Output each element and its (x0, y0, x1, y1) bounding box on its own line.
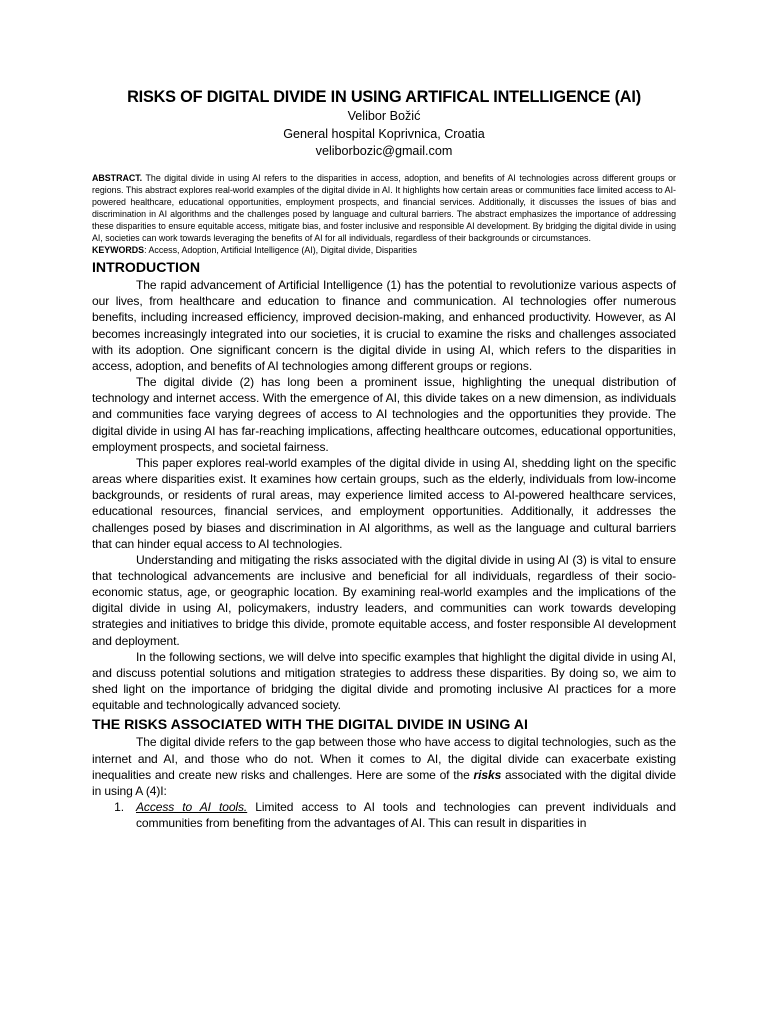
intro-paragraph: The digital divide (2) has long been a prominent issue, highlighting the unequal distribution of technology and internet access. With the emergence of AI, this divide takes on a new dimension, as individuals and communities face varying degrees of access to AI technologies and the opportunities they provide. The digital divide in using AI has far-reaching implications, affecting healthcare outcomes, educational opportunities, employment prospects, and societal fairness. (92, 375, 676, 454)
abstract-label: ABSTRACT. (92, 172, 143, 183)
keywords (92, 244, 676, 256)
paper-page (92, 86, 676, 831)
risks-list (92, 799, 676, 831)
intro-paragraph: In the following sections, we will delve into specific examples that highlight the digital divide in using AI, and discuss potential solutions and mitigation strategies to address these disparities. By doing so, we aim to shed light on the importance of bridging the digital divide and promoting inclusive AI practices for a more equitable and technologically advanced society. (92, 649, 676, 713)
risks-intro-before: The digital divide refers to the gap between those who have access to digital technologies, such as the internet and AI, and those who do not. When it comes to AI, the digital divide can exacerbate existing inequalities and create new risks and challenges. Here are some of the (92, 735, 676, 782)
author-name: Velibor Božić (347, 109, 421, 123)
list-item-title: Access to AI tools. (136, 800, 248, 814)
abstract (92, 172, 676, 245)
risks-intro-emphasis: risks (473, 767, 502, 782)
list-item-number: 1. (114, 800, 124, 814)
keywords-label: KEYWORDS (92, 245, 145, 256)
keywords-text: : Access, Adoption, Artificial Intelligence (AI), Digital divide, Disparities (144, 245, 417, 256)
list-item-text (136, 799, 676, 831)
introduction-heading: INTRODUCTION (92, 259, 201, 276)
author-email: veliborbozic@gmail.com (315, 144, 453, 158)
risks-intro-paragraph (92, 734, 676, 799)
list-item (92, 799, 676, 831)
intro-paragraph: Understanding and mitigating the risks associated with the digital divide in using AI (3) is vital to ensure that technological advancements are inclusive and beneficial for all individuals, regardless of their socio-economic status, age, or geographic location. By examining real-world examples and the implications of the digital divide in using AI, policymakers, industry leaders, and communities can work towards developing strategies and initiatives to bridge this divide, promote equitable access, and foster responsible AI development and deployment. (92, 552, 676, 648)
author-affiliation: General hospital Koprivnica, Croatia (283, 126, 485, 141)
abstract-text: The digital divide in using AI refers to the disparities in access, adoption, and benefits of AI technologies across different groups or regions. This abstract explores real-world examples of the digital divide in AI. It highlights how certain areas or communities face limited access to AI-powered healthcare, educational opportunities, employment prospects, and financial services. Additionally, it discusses the issues of bias and discrimination in AI algorithms and the challenges posed by language and cultural barriers. The abstract emphasizes the importance of addressing these disparities to ensure equitable access, mitigate bias, and foster inclusive and responsible AI development. By bridging the digital divide in using AI, societies can work towards leveraging the benefits of AI for all individuals, regardless of their backgrounds or circumstances. (92, 172, 676, 243)
risks-heading: THE RISKS ASSOCIATED WITH THE DIGITAL DIVIDE IN USING AI (92, 716, 528, 733)
paper-title: RISKS OF DIGITAL DIVIDE IN USING ARTIFICAL INTELLIGENCE (AI) (127, 88, 641, 106)
risks-intro-after: associated with the digital divide in using A (4)I: (92, 767, 677, 798)
list-item-body: Limited access to AI tools and technologies can prevent individuals and communities from benefiting from the advantages of AI. This can result in disparities in (136, 800, 676, 831)
intro-paragraph: The rapid advancement of Artificial Intelligence (1) has the potential to revolutionize various aspects of our lives, from healthcare and education to finance and communication. AI technologies offer numerous benefits, including increased efficiency, improved decision-making, and enhanced productivity. However, as AI becomes increasingly integrated into our societies, it is crucial to examine the risks and challenges associated with its adoption. One significant concern is the digital divide in using AI, which refers to the disparities in access, adoption, and benefits of AI technologies among different groups or regions. (92, 278, 676, 373)
intro-paragraph: This paper explores real-world examples of the digital divide in using AI, shedding light on the specific areas where disparities exist. It examines how certain groups, such as the elderly, individuals from low-income backgrounds, or residents of rural areas, may experience limited access to AI-powered healthcare services, educational resources, financial services, and employment opportunities. Additionally, it addresses the challenges posed by biases and discrimination in AI algorithms, as well as the language and cultural barriers that can hinder equal access to AI technologies. (92, 455, 676, 551)
